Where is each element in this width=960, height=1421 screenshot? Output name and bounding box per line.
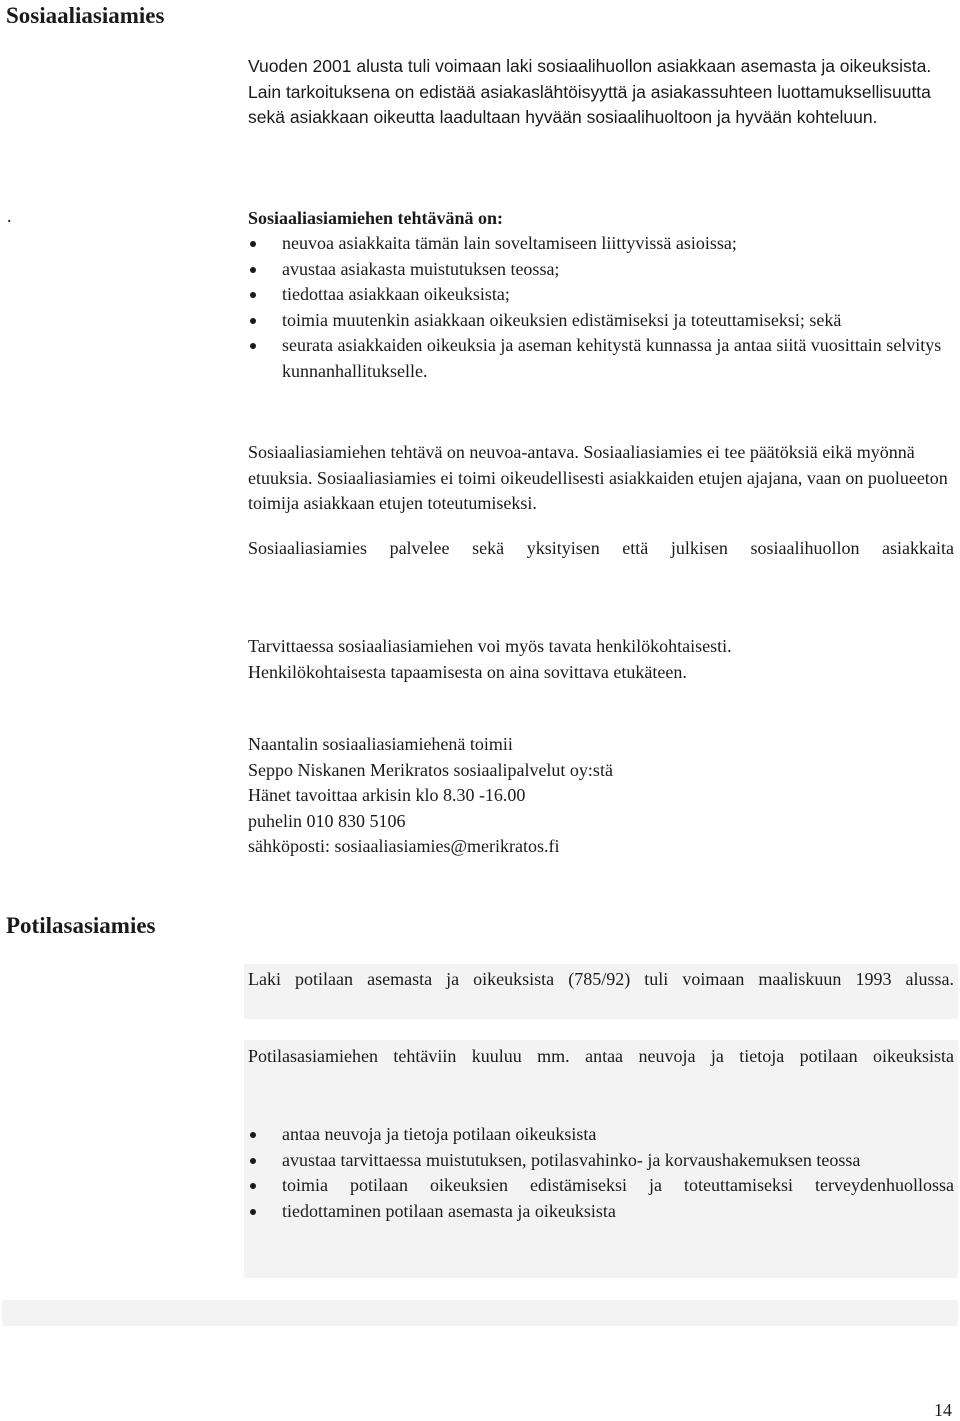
intro-block [248, 54, 954, 131]
list-item: avustaa asiakasta muistutuksen teossa; [248, 257, 954, 283]
tasks-list [248, 231, 954, 384]
section-heading-potilasasiamies: Potilasasiamies [6, 913, 156, 938]
list-item: antaa neuvoja ja tietoja potilaan oikeuksista [248, 1122, 954, 1148]
bullet-icon [250, 1183, 256, 1189]
duties-block [248, 1122, 954, 1224]
shaded-strip-bottom [2, 1300, 958, 1326]
list-item: tiedottaa asiakkaan oikeuksista; [248, 282, 954, 308]
intro-paragraph: Vuoden 2001 alusta tuli voimaan laki sosiaalihuollon asiakkaan asemasta ja oikeuksista. Lain tarkoituksena on edistää asiakaslähtöisyyttä ja asiakassuhteen luottamuksellisuutta sekä asiakkaan oikeutta laadultaan hyvään sosiaalihuoltoon ja hyvään kohteluun. [248, 56, 932, 127]
list-item: toimia muutenkin asiakkaan oikeuksien edistämiseksi ja toteuttamiseksi; sekä [248, 308, 954, 334]
bullet-icon [250, 1209, 256, 1215]
bullet-icon [250, 241, 256, 247]
role-paragraph: Sosiaaliasiamiehen tehtävä on neuvoa-antava. Sosiaaliasiamies ei tee päätöksiä eikä myönnä etuuksia. Sosiaaliasiamies ei toimi oikeudellisesti asiakkaiden etujen ajajana, vaan on puolueeton toimija asiakkaan etujen toteutumiseksi. [248, 442, 948, 513]
contact-line-email: sähköposti: sosiaaliasiamies@merikratos.fi [248, 836, 560, 856]
serves-block [248, 536, 954, 562]
bullet-icon [250, 267, 256, 273]
contact-block [248, 732, 954, 860]
bullet-icon [250, 343, 256, 349]
list-item: tiedottaminen potilaan asemasta ja oikeuksista [248, 1199, 954, 1225]
contact-line: Hänet tavoittaa arkisin klo 8.30 -16.00 [248, 785, 526, 805]
bullet-icon [250, 1132, 256, 1138]
bullet-icon [250, 292, 256, 298]
duties-intro-block [248, 1044, 954, 1070]
section-heading-sosiaaliasiamies: Sosiaaliasiamies [6, 3, 165, 28]
bullet-icon [250, 1158, 256, 1164]
list-item: toimia potilaan oikeuksien edistämiseksi ja toteuttamiseksi terveydenhuollossa [248, 1173, 954, 1199]
stray-dot: . [7, 206, 12, 226]
role-block [248, 440, 954, 517]
bullet-icon [250, 318, 256, 324]
list-item: avustaa tarvittaessa muistutuksen, potilasvahinko- ja korvaushakemuksen teossa [248, 1148, 954, 1174]
meeting-line: Tarvittaessa sosiaaliasiamiehen voi myös tavata henkilökohtaisesti. [248, 636, 732, 656]
contact-line: Naantalin sosiaaliasiamiehenä toimii [248, 734, 513, 754]
tasks-block [248, 206, 954, 384]
tasks-heading: Sosiaaliasiamiehen tehtävänä on: [248, 208, 504, 228]
list-item: seurata asiakkaiden oikeuksia ja aseman kehitystä kunnassa ja antaa siitä vuosittain selvitys kunnanhallitukselle. [248, 333, 954, 384]
meeting-block [248, 634, 954, 685]
law-paragraph: Laki potilaan asemasta ja oikeuksista (785/92) tuli voimaan maaliskuun 1993 alussa. [248, 969, 954, 989]
contact-line-phone: puhelin 010 830 5106 [248, 810, 406, 831]
serves-paragraph: Sosiaaliasiamies palvelee sekä yksityisen että julkisen sosiaalihuollon asiakkaita [248, 538, 954, 558]
meeting-line: Henkilökohtaisesta tapaamisesta on aina sovittava etukäteen. [248, 661, 687, 682]
duties-list [248, 1122, 954, 1224]
law-block [248, 967, 954, 993]
list-item: neuvoa asiakkaita tämän lain soveltamiseen liittyvissä asioissa; [248, 231, 954, 257]
duties-paragraph: Potilasasiamiehen tehtäviin kuuluu mm. antaa neuvoja ja tietoja potilaan oikeuksista [248, 1046, 954, 1066]
contact-line: Seppo Niskanen Merikratos sosiaalipalvelut oy:stä [248, 759, 613, 780]
page-number: 14 [934, 1400, 952, 1420]
